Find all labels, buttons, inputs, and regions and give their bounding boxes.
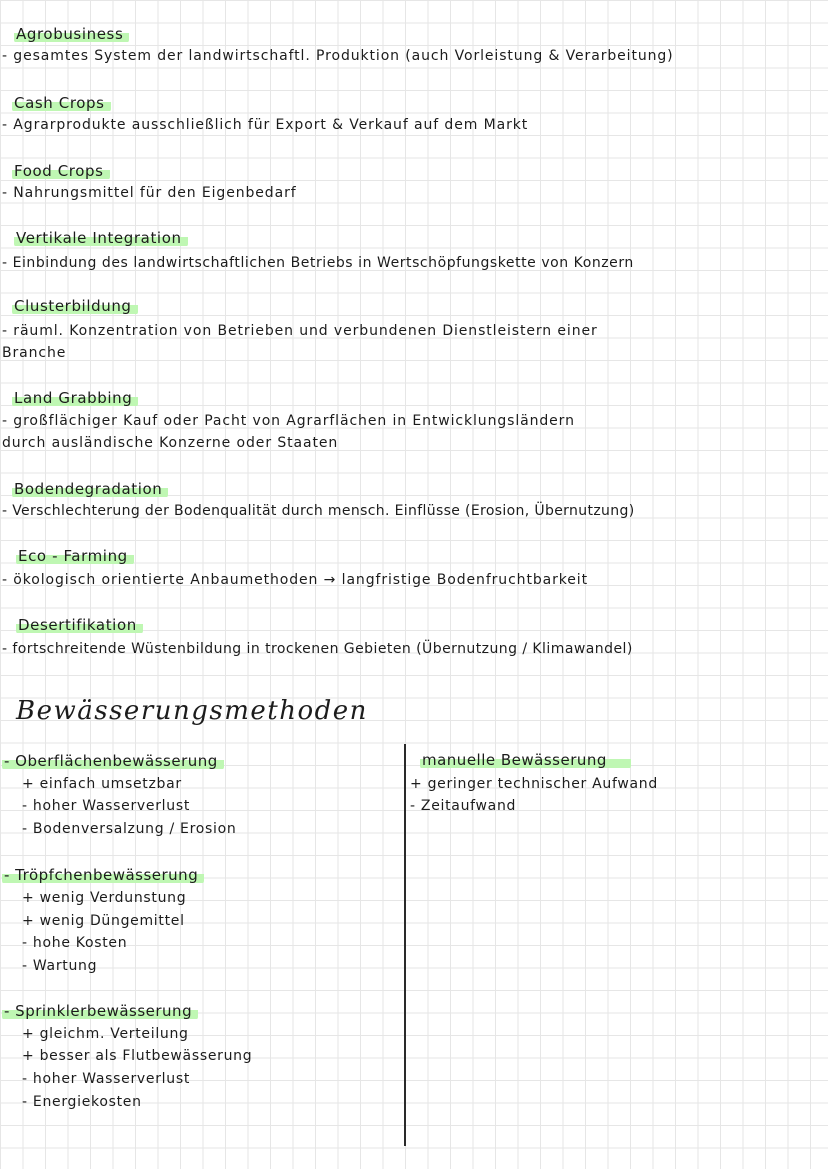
method-item: - Bodenversalzung / Erosion <box>22 821 237 837</box>
method-item: - hoher Wasserverlust <box>22 798 191 814</box>
definition-line: - ökologisch orientierte Anbaumethoden → langfristige Bodenfruchtbarkeit <box>2 572 588 588</box>
term-bodendegradation: Bodendegradation <box>12 480 168 498</box>
method-title-sprinklerbewaesserung: - Sprinklerbewässerung <box>2 1002 198 1020</box>
definition-line: - fortschreitende Wüstenbildung in trockenen Gebieten (Übernutzung / Klimawandel) <box>2 641 633 657</box>
definition-line: - Verschlechterung der Bodenqualität durch mensch. Einflüsse (Erosion, Übernutzung) <box>2 503 635 519</box>
term-vertikale-integration: Vertikale Integration <box>14 229 188 247</box>
method-item: + besser als Flutbewässerung <box>22 1048 253 1064</box>
method-item: + gleichm. Verteilung <box>22 1026 189 1042</box>
term-cash-crops: Cash Crops <box>12 94 111 112</box>
definition-line: - Einbindung des landwirtschaftlichen Betriebs in Wertschöpfungskette von Konzern <box>2 255 634 271</box>
term-land-grabbing: Land Grabbing <box>12 389 138 407</box>
method-item: + einfach umsetzbar <box>22 776 182 792</box>
method-title-troepfchenbewaesserung: - Tröpfchenbewässerung <box>2 866 204 884</box>
definition-line: - gesamtes System der landwirtschaftl. Produktion (auch Vorleistung & Verarbeitung) <box>2 48 674 64</box>
method-item: - hoher Wasserverlust <box>22 1071 191 1087</box>
definition-line: - räuml. Konzentration von Betrieben und verbundenen Dienstleistern einer <box>2 323 598 339</box>
definition-line: Branche <box>2 345 67 361</box>
method-item: - hohe Kosten <box>22 935 128 951</box>
method-item: + geringer technischer Aufwand <box>410 776 658 792</box>
term-clusterbildung: Clusterbildung <box>12 297 138 315</box>
method-item: - Zeitaufwand <box>410 798 517 814</box>
term-eco-farming: Eco - Farming <box>16 547 134 565</box>
method-title-manuelle-bewaesserung: manuelle Bewässerung <box>420 751 631 769</box>
method-item: - Wartung <box>22 958 98 974</box>
section-heading: Bewässerungsmethoden <box>16 696 368 726</box>
definition-line: - Agrarprodukte ausschließlich für Export & Verkauf auf dem Markt <box>2 117 529 133</box>
definition-line: durch ausländische Konzerne oder Staaten <box>2 435 339 451</box>
method-item: + wenig Düngemittel <box>22 913 185 929</box>
method-item: - Energiekosten <box>22 1094 142 1110</box>
term-food-crops: Food Crops <box>12 162 110 180</box>
definition-line: - großflächiger Kauf oder Pacht von Agrarflächen in Entwicklungsländern <box>2 413 575 429</box>
term-desertifikation: Desertifikation <box>16 616 143 634</box>
term-agrobusiness: Agrobusiness <box>14 25 129 43</box>
method-item: + wenig Verdunstung <box>22 890 187 906</box>
method-title-oberflaechenbewaesserung: - Oberflächenbewässerung <box>2 752 224 770</box>
definition-line: - Nahrungsmittel für den Eigenbedarf <box>2 185 297 201</box>
column-divider <box>404 744 406 1146</box>
